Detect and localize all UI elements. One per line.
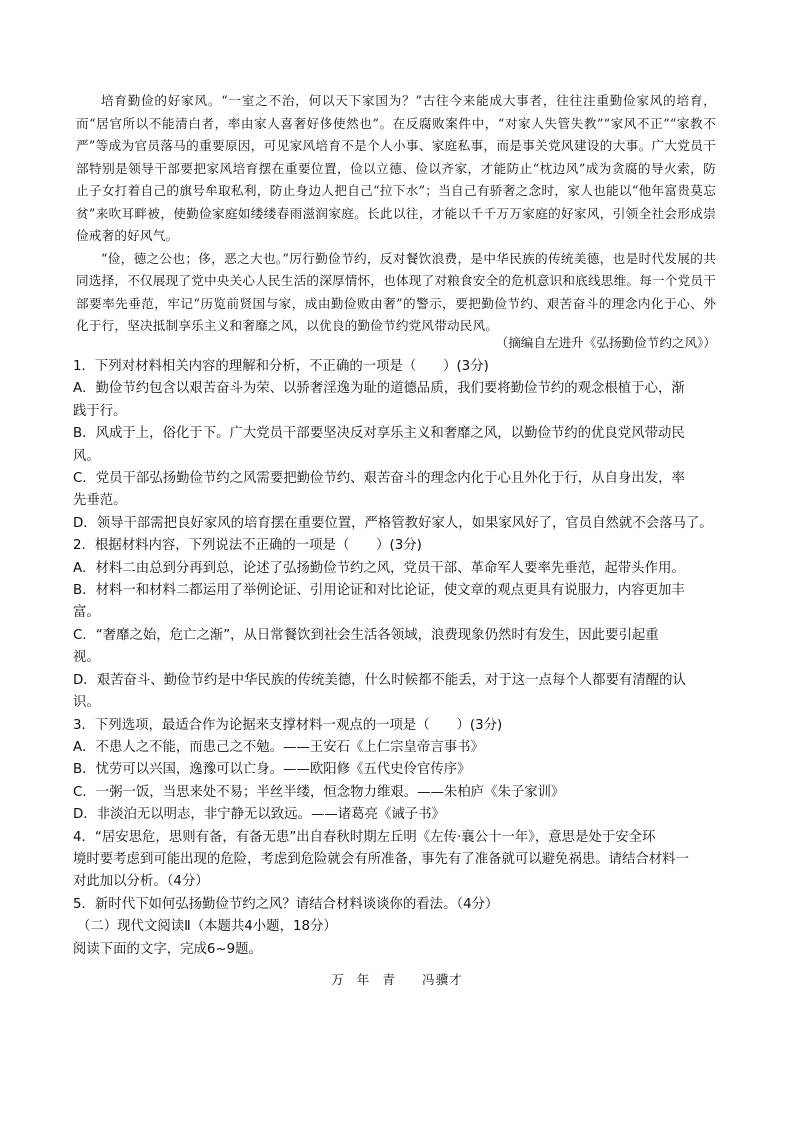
question-1-option-b-cont: 风。 <box>73 448 100 464</box>
question-2-option-b-cont: 富。 <box>73 605 100 621</box>
question-1-option-a: A．勤俭节约包含以艰苦奋斗为荣、以骄奢淫逸为耻的道德品质，我们要将勤俭节约的观念根植于心，渐 <box>73 381 685 397</box>
question-1-option-b: B．风成于上，俗化于下。广大党员干部要坚决反对享乐主义和奢靡之风，以勤俭节约的优良党风带动民 <box>73 426 685 442</box>
section-heading: （二）现代文阅读Ⅱ（本题共4小题，18分） <box>77 919 337 935</box>
question-3-option-a: A．不患人之不能，而患己之不勉。——王安石《上仁宗皇帝言事书》 <box>73 739 484 755</box>
question-2-option-d-cont: 识。 <box>73 695 100 711</box>
question-1-option-c-cont: 先垂范。 <box>73 493 127 509</box>
question-4-text-end: 对此加以分析。（4分） <box>73 874 209 890</box>
question-4-text-cont: 境时要考虑到可能出现的危险，考虑到危险就会有所准备，事先有了准备就可以避免祸患。请结合材料一 <box>73 851 689 867</box>
question-4-text: 4．“居安思危，思则有备，有备无患”出自春秋时期左丘明《左传·襄公十一年》，意思是处于安全环 <box>73 829 656 845</box>
reading-instruction: 阅读下面的文字，完成6~9题。 <box>73 941 262 957</box>
story-title: 万年青 <box>331 972 408 987</box>
question-1-option-a-cont: 践于行。 <box>73 403 127 419</box>
question-5-text: 5．新时代下如何弘扬勤俭节约之风？请结合材料谈谈你的看法。（4分） <box>73 896 499 912</box>
passage-source: （摘编自左进升《弘扬勤俭节约之风》） <box>495 335 716 350</box>
story-title-line <box>0 969 794 988</box>
question-3-stem: 3．下列选项，最适合作为论据来支撑材料一观点的一项是（ ）(3分) <box>73 717 503 733</box>
material-passage <box>76 90 716 338</box>
passage-paragraph-2: “俭，德之公也；侈，恶之大也。”厉行勤俭节约，反对餐饮浪费，是中华民族的传统美德，也是时代发展的共同选择，不仅展现了党中央关心人民生活的深厚情怀，也体现了对粮食安全的危机意识和底线思维。每一个党员干部要率先垂范，牢记“历览前贤国与家，成由勤俭败由奢”的警示，要把勤俭节约、艰苦奋斗的理念内化于心、外化于行，坚决抵制享乐主义和奢靡之风，以优良的勤俭节约党风带动民风。 <box>76 250 716 333</box>
passage-paragraph-1: 培育勤俭的好家风。“一室之不治，何以天下家国为？”古往今来能成大事者，往往注重勤俭家风的培育，而“居官所以不能清白者，率由家人喜奢好侈使然也”。在反腐败案件中，“对家人失管失教”“家风不正”“家教不严”等成为官员落马的重要原因，可见家风培育不是个人小事、家庭私事，而是事关党风建设的大事。广大党员干部特别是领导干部要把家风培育摆在重要位置，俭以立德、俭以齐家，才能防止“枕边风”成为贪腐的导火索，防止子女打着自己的旗号牟取私利，防止身边人把自己“拉下水”；当自己有骄奢之念时，家人也能以“他年富贵莫忘贫”来吹耳畔被，使勤俭家庭如缕缕春雨滋润家庭。长此以往，才能以千千万万家庭的好家风，引领全社会形成崇俭戒奢的好风气。 <box>76 93 716 243</box>
question-2-option-b: B．材料一和材料二都运用了举例论证、引用论证和对比论证，使文章的观点更具有说服力，内容更加丰 <box>73 583 685 599</box>
story-author: 冯骥才 <box>422 972 463 987</box>
question-list <box>73 356 719 961</box>
question-1-option-d: D．领导干部需把良好家风的培育摆在重要位置，严格管教好家人，如果家风好了，官员自然就不会落马了。 <box>73 515 713 531</box>
question-2-option-d: D．艰苦奋斗、勤俭节约是中华民族的传统美德，什么时候都不能丢，对于这一点每个人都要有清醒的认 <box>73 672 686 688</box>
question-2-option-c: C．“奢靡之始，危亡之渐”，从日常餐饮到社会生活各领域，浪费现象仍然时有发生，因此要引起重 <box>73 627 659 643</box>
question-2-option-a: A．材料二由总到分再到总，论述了弘扬勤俭节约之风，党员干部、革命军人要率先垂范，起带头作用。 <box>73 560 685 576</box>
question-1-stem: 1．下列对材料相关内容的理解和分析，不正确的一项是（ ）(3分) <box>73 359 489 374</box>
question-3-option-d: D．非淡泊无以明志，非宁静无以致远。——诸葛亮《诫子书》 <box>73 807 445 823</box>
question-3-option-c: C．一粥一饭，当思来处不易；半丝半缕，恒念物力维艰。——朱柏庐《朱子家训》 <box>73 784 565 800</box>
question-2-option-c-cont: 视。 <box>73 650 100 666</box>
question-2-stem: 2．根据材料内容，下列说法不正确的一项是（ ）(3分) <box>73 538 422 554</box>
question-1-option-c: C．党员干部弘扬勤俭节约之风需要把勤俭节约、艰苦奋斗的理念内化于心且外化于行，从自身出发，率 <box>73 471 685 487</box>
question-3-option-b: B．忧劳可以兴国，逸豫可以亡身。——欧阳修《五代史伶官传序》 <box>73 762 471 778</box>
